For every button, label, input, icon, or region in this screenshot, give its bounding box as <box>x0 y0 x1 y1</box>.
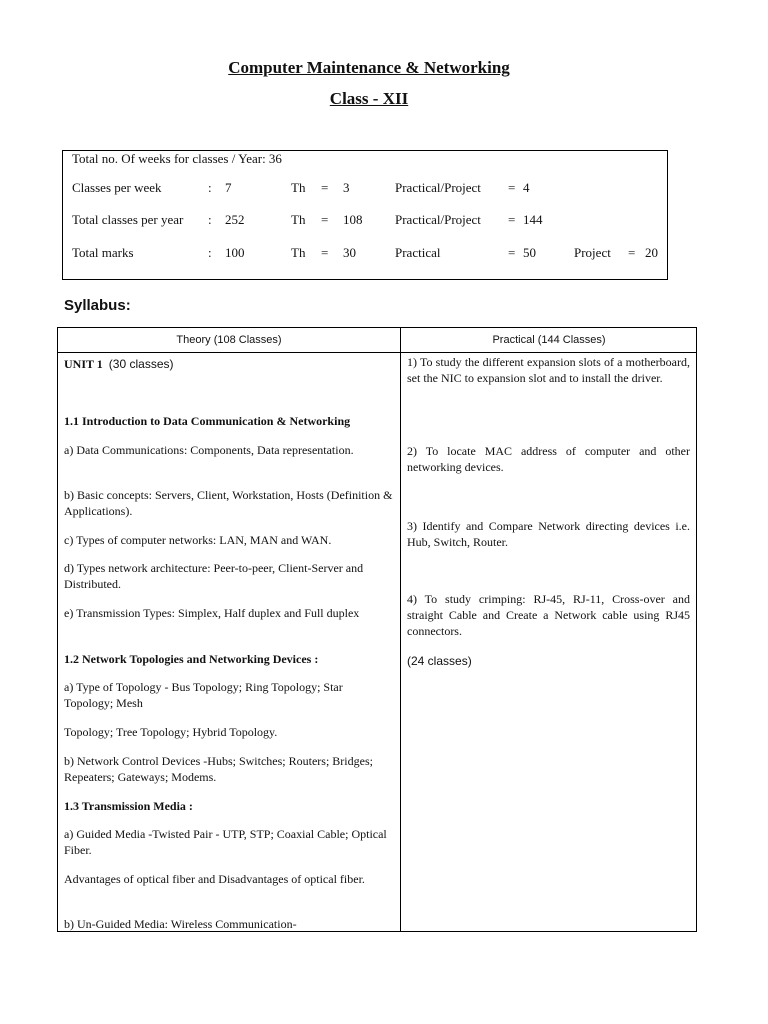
practical-label: Practical/Project <box>395 180 481 195</box>
classes-per-week-label: Classes per week <box>72 180 162 195</box>
document-title: Computer Maintenance & Networking <box>228 58 510 77</box>
practical-classes-per-year: 144 <box>523 212 543 227</box>
classes-per-year-value: 252 <box>225 212 245 227</box>
topic-item: e) Transmission Types: Simplex, Half duplex and Full duplex <box>64 606 360 620</box>
classes-per-week-value: 7 <box>225 180 232 195</box>
syllabus-table <box>57 327 697 932</box>
equals-sign: = <box>321 245 329 260</box>
theory-cell <box>64 356 394 931</box>
theory-label: Th <box>291 212 306 227</box>
equals-sign: = <box>321 212 329 227</box>
info-colon: : <box>208 245 212 260</box>
topic-item: a) Data Communications: Components, Data representation. <box>64 443 354 457</box>
topic-item: b) Network Control Devices -Hubs; Switches; Routers; Bridges; Repeaters; Gateways; Modems. <box>64 754 373 784</box>
course-info-box <box>62 150 668 280</box>
project-marks: 20 <box>645 245 658 260</box>
topic-item: b) Un-Guided Media: Wireless Communication- <box>64 917 297 931</box>
header-divider <box>58 352 696 353</box>
section-heading: 1.3 Transmission Media : <box>64 799 193 813</box>
topic-item: b) Basic concepts: Servers, Client, Workstation, Hosts (Definition & Applications). <box>64 488 393 518</box>
syllabus-heading: Syllabus: <box>64 297 131 314</box>
unit-label: UNIT 1 <box>64 357 103 371</box>
equals-sign: = <box>508 245 516 260</box>
practical-label: Practical/Project <box>395 212 481 227</box>
equals-sign: = <box>628 245 636 260</box>
theory-label: Th <box>291 245 306 260</box>
practical-item: 2) To locate MAC address of computer and other networking devices. <box>407 444 690 474</box>
practical-marks: 50 <box>523 245 536 260</box>
equals-sign: = <box>321 180 329 195</box>
total-marks-label: Total marks <box>72 245 134 260</box>
section-heading: 1.2 Network Topologies and Networking Devices : <box>64 652 319 666</box>
theory-label: Th <box>291 180 306 195</box>
project-marks-label: Project <box>574 245 611 260</box>
practical-column-header: Practical (144 Classes) <box>492 334 606 346</box>
practical-item: 1) To study the different expansion slots of a motherboard, set the NIC to expansion slot and to install the driver. <box>407 355 690 385</box>
topic-item: Advantages of optical fiber and Disadvantages of optical fiber. <box>64 872 365 886</box>
topic-item: a) Guided Media -Twisted Pair - UTP, STP; Coaxial Cable; Optical Fiber. <box>64 827 387 857</box>
topic-item: a) Type of Topology - Bus Topology; Ring Topology; Star Topology; Mesh <box>64 680 343 710</box>
theory-column-header: Theory (108 Classes) <box>176 334 282 346</box>
practical-marks-label: Practical <box>395 245 441 260</box>
practical-item: 3) Identify and Compare Network directing devices i.e. Hub, Switch, Router. <box>407 519 690 549</box>
weeks-per-year-line: Total no. Of weeks for classes / Year: 36 <box>72 151 282 166</box>
practical-cell <box>407 354 690 929</box>
practical-classes-per-week: 4 <box>523 180 530 195</box>
theory-classes-per-week: 3 <box>343 180 350 195</box>
equals-sign: = <box>508 180 516 195</box>
column-divider <box>400 328 401 931</box>
classes-per-year-label: Total classes per year <box>72 212 184 227</box>
equals-sign: = <box>508 212 516 227</box>
total-marks-value: 100 <box>225 245 245 260</box>
topic-item: Topology; Tree Topology; Hybrid Topology. <box>64 725 278 739</box>
unit-heading <box>64 356 173 372</box>
topic-item: d) Types network architecture: Peer-to-peer, Client-Server and Distributed. <box>64 561 364 591</box>
practical-classes-note: (24 classes) <box>407 654 472 668</box>
theory-classes-per-year: 108 <box>343 212 363 227</box>
document-subtitle: Class - XII <box>329 89 409 108</box>
section-heading: 1.1 Introduction to Data Communication & Networking <box>64 414 351 428</box>
topic-item: c) Types of computer networks: LAN, MAN and WAN. <box>64 533 332 547</box>
info-colon: : <box>208 212 212 227</box>
unit-classes: (30 classes) <box>108 357 174 371</box>
practical-item: 4) To study crimping: RJ-45, RJ-11, Cross-over and straight Cable and Create a Network cable using RJ45 connectors. <box>407 592 690 638</box>
theory-marks: 30 <box>343 245 356 260</box>
info-colon: : <box>208 180 212 195</box>
